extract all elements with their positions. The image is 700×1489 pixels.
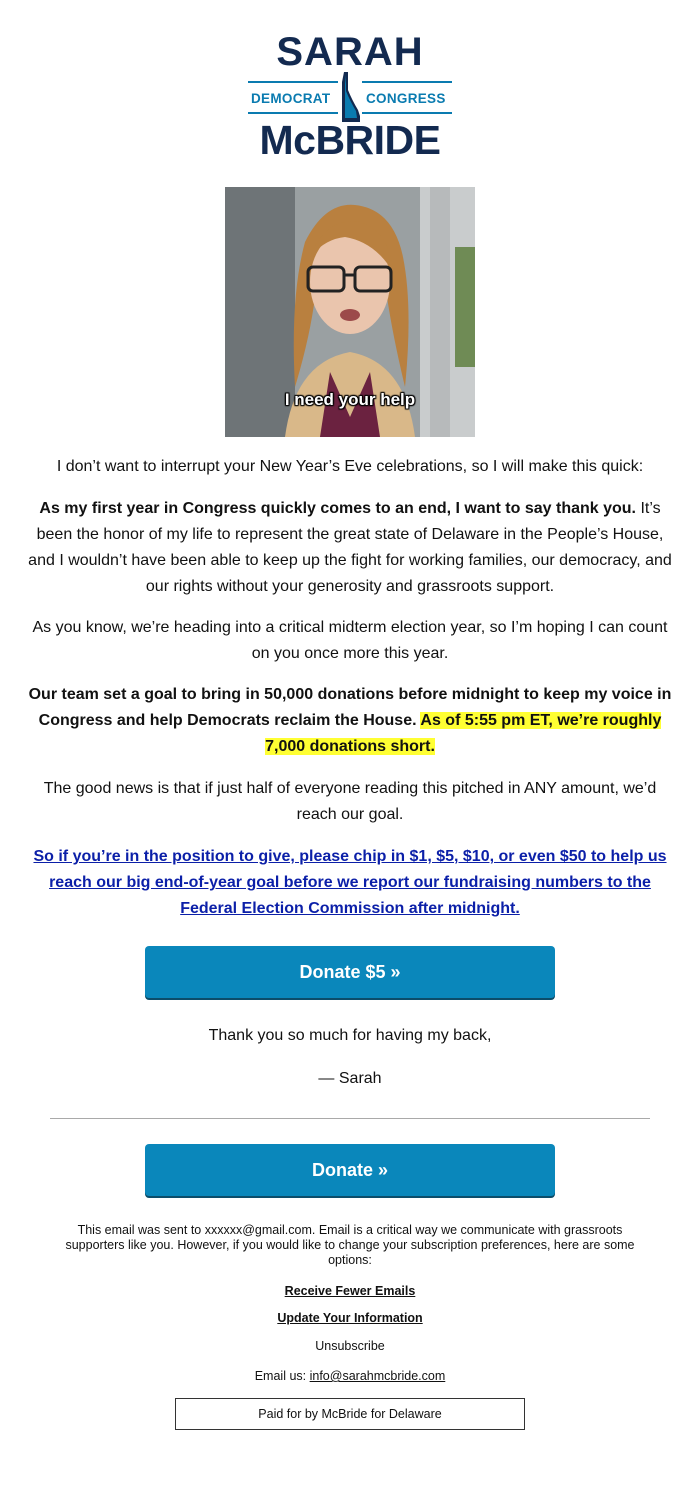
midterm-paragraph: As you know, we’re heading into a critical midterm election year, so I’m hoping I can count on you once more this year. xyxy=(32,619,668,662)
logo-rule-right-bottom xyxy=(362,112,452,114)
thanks-paragraph xyxy=(25,496,675,600)
thanks-rest-text: It’s been the honor of my life to represent the great state of Delaware in the People’s House, and I wouldn’t have been able to keep up the fight for working families, our democracy, and our rights without your generosity and grassroots support. xyxy=(28,500,672,595)
ask-paragraph xyxy=(25,844,675,922)
receive-fewer-emails-link[interactable]: Receive Fewer Emails xyxy=(284,1284,416,1298)
campaign-logo xyxy=(248,30,452,162)
good-news-paragraph: The good news is that if just half of everyone reading this pitched in ANY amount, we’d reach our goal. xyxy=(43,780,657,823)
intro-paragraph: I don’t want to interrupt your New Year’s Eve celebrations, so I will make this quick: xyxy=(56,458,644,475)
goal-highlight-text: As of 5:55 pm ET, we’re roughly 7,000 donations short. xyxy=(265,712,662,755)
update-information-link[interactable]: Update Your Information xyxy=(277,1311,423,1325)
logo-rule-left-bottom xyxy=(248,112,338,114)
paid-for-disclaimer: Paid for by McBride for Delaware xyxy=(175,1398,525,1430)
logo-first-name: SARAH xyxy=(276,30,424,74)
logo-rule-right-top xyxy=(362,81,452,83)
footer-update-info-row xyxy=(60,1311,640,1326)
footer-email-row xyxy=(60,1369,640,1384)
footer-fewer-emails-row xyxy=(60,1284,640,1299)
candidate-photo xyxy=(225,187,475,437)
delaware-state-icon xyxy=(338,72,362,122)
donate-button[interactable]: Donate » xyxy=(145,1144,555,1196)
goal-bold-text: Our team set a goal to bring in 50,000 donations before midnight to keep my voice in Congress and help Democrats reclaim the House. xyxy=(28,686,672,729)
contact-email-link[interactable]: info@sarahmcbride.com xyxy=(309,1369,446,1383)
unsubscribe-link[interactable]: Unsubscribe xyxy=(315,1339,385,1353)
footer-divider xyxy=(50,1118,650,1119)
thanks-bold-text: As my first year in Congress quickly comes to an end, I want to say thank you. xyxy=(39,500,636,517)
goal-paragraph xyxy=(25,682,675,760)
email-us-label: Email us: xyxy=(254,1369,310,1383)
signature: — Sarah xyxy=(318,1070,382,1087)
logo-party: DEMOCRAT xyxy=(251,91,331,106)
logo-office: CONGRESS xyxy=(366,91,446,106)
closing-line: Thank you so much for having my back, xyxy=(208,1027,492,1044)
footer-notice: This email was sent to xxxxxx@gmail.com. Email is a critical way we communicate with grassroots supporters like you. However, if you would like to change your subscription preferences, here are some options: xyxy=(65,1223,635,1267)
donate-ask-link[interactable]: So if you’re in the position to give, please chip in $1, $5, $10, or even $50 to help us reach our big end-of-year goal before we report our fundraising numbers to the Federal Election Commission after midnight. xyxy=(33,848,667,917)
photo-caption: I need your help xyxy=(284,390,416,409)
logo-rule-left-top xyxy=(248,81,338,83)
logo-last-name: McBRIDE xyxy=(259,117,441,163)
donate-5-button[interactable]: Donate $5 » xyxy=(145,946,555,998)
